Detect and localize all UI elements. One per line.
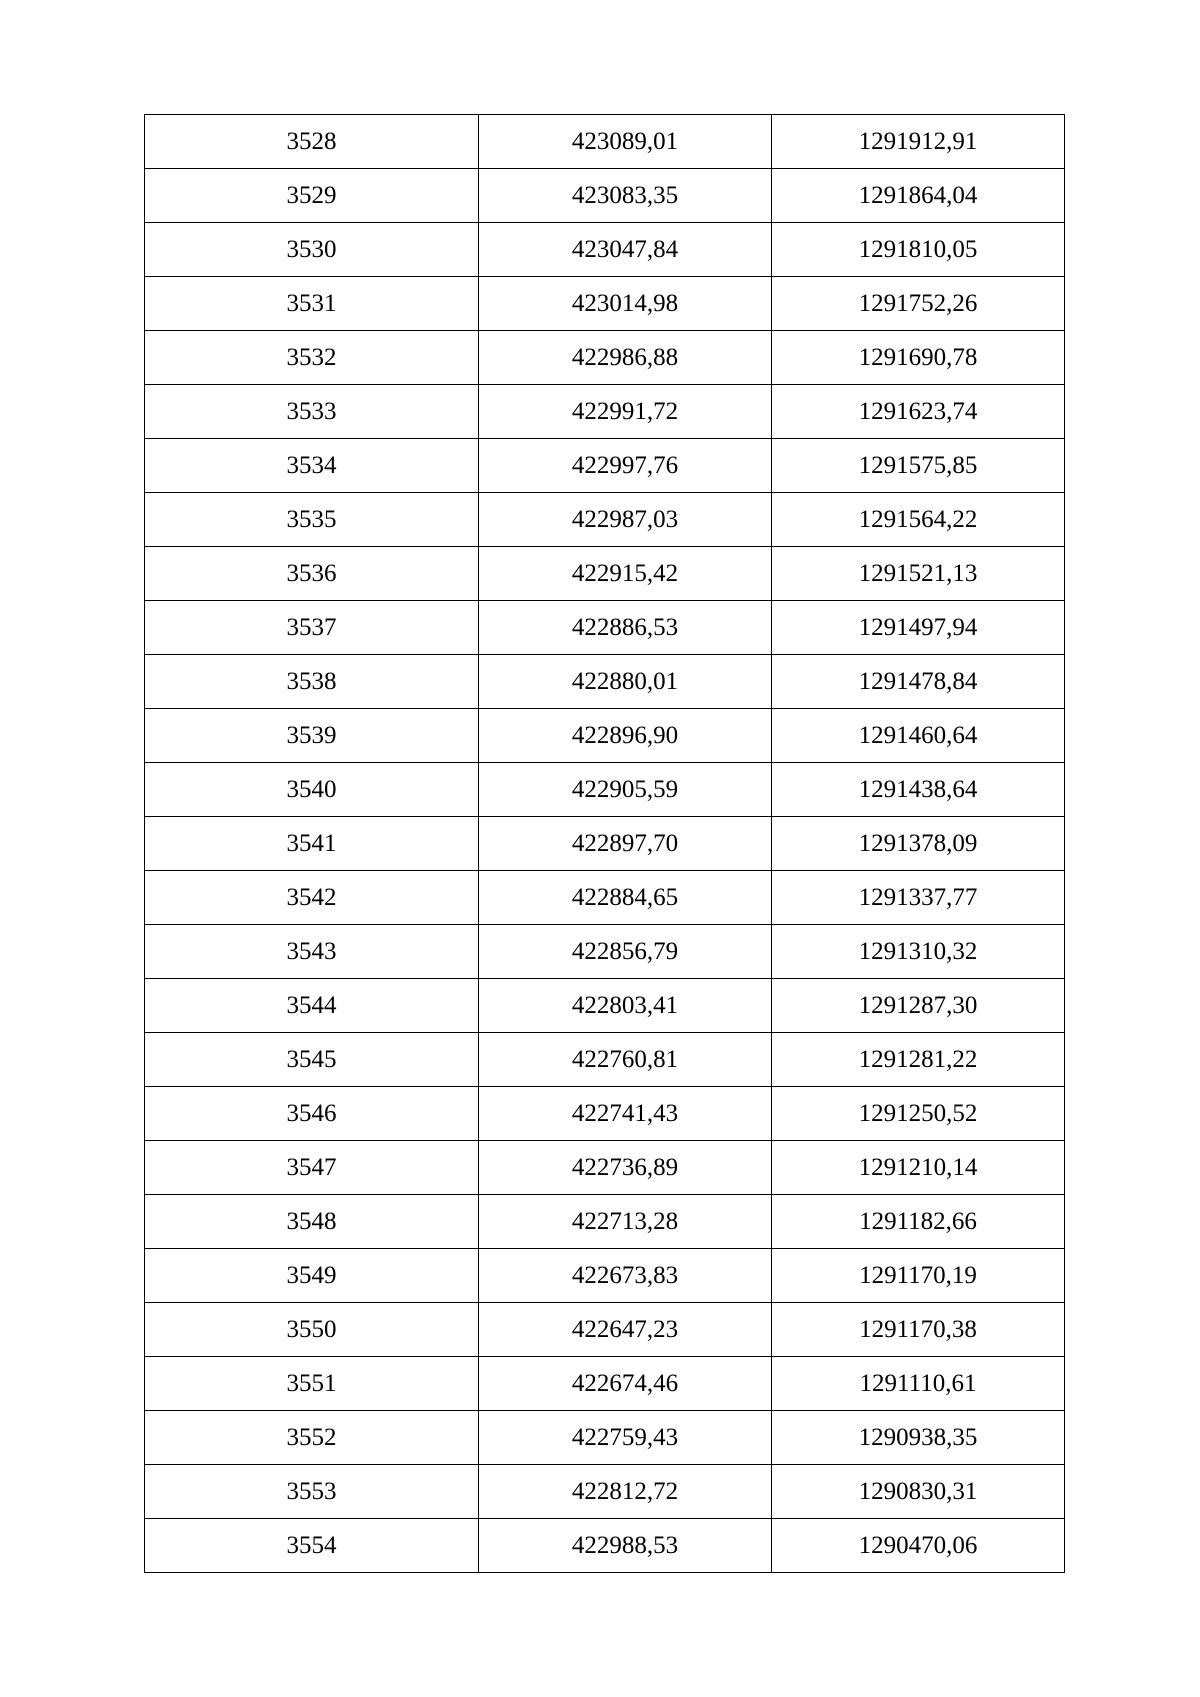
y-coordinate-cell: 1291337,77 [772,871,1065,925]
x-coordinate-cell: 422905,59 [479,763,772,817]
x-coordinate-cell: 422856,79 [479,925,772,979]
table-row [145,655,1065,709]
point-number-cell: 3533 [145,385,479,439]
table-row [145,763,1065,817]
point-number-cell: 3539 [145,709,479,763]
x-coordinate-cell: 422647,23 [479,1303,772,1357]
x-coordinate-cell: 423047,84 [479,223,772,277]
y-coordinate-cell: 1291170,19 [772,1249,1065,1303]
y-coordinate-cell: 1291864,04 [772,169,1065,223]
y-coordinate-cell: 1291752,26 [772,277,1065,331]
table-row [145,331,1065,385]
x-coordinate-cell: 423083,35 [479,169,772,223]
y-coordinate-cell: 1290830,31 [772,1465,1065,1519]
x-coordinate-cell: 423089,01 [479,115,772,169]
y-coordinate-cell: 1290938,35 [772,1411,1065,1465]
point-number-cell: 3540 [145,763,479,817]
point-number-cell: 3542 [145,871,479,925]
y-coordinate-cell: 1290470,06 [772,1519,1065,1573]
table-row [145,169,1065,223]
point-number-cell: 3552 [145,1411,479,1465]
x-coordinate-cell: 422760,81 [479,1033,772,1087]
table-row [145,439,1065,493]
x-coordinate-cell: 422897,70 [479,817,772,871]
point-number-cell: 3531 [145,277,479,331]
point-number-cell: 3551 [145,1357,479,1411]
y-coordinate-cell: 1291310,32 [772,925,1065,979]
point-number-cell: 3543 [145,925,479,979]
y-coordinate-cell: 1291690,78 [772,331,1065,385]
point-number-cell: 3553 [145,1465,479,1519]
y-coordinate-cell: 1291170,38 [772,1303,1065,1357]
y-coordinate-cell: 1291281,22 [772,1033,1065,1087]
x-coordinate-cell: 422713,28 [479,1195,772,1249]
point-number-cell: 3549 [145,1249,479,1303]
x-coordinate-cell: 422803,41 [479,979,772,1033]
table-row [145,979,1065,1033]
x-coordinate-cell: 422884,65 [479,871,772,925]
table-row [145,1303,1065,1357]
table-row [145,1249,1065,1303]
y-coordinate-cell: 1291438,64 [772,763,1065,817]
y-coordinate-cell: 1291810,05 [772,223,1065,277]
y-coordinate-cell: 1291564,22 [772,493,1065,547]
table-row [145,1465,1065,1519]
table-row [145,1195,1065,1249]
table-row [145,547,1065,601]
point-number-cell: 3529 [145,169,479,223]
point-number-cell: 3534 [145,439,479,493]
y-coordinate-cell: 1291521,13 [772,547,1065,601]
table-row [145,1087,1065,1141]
point-number-cell: 3554 [145,1519,479,1573]
y-coordinate-cell: 1291912,91 [772,115,1065,169]
point-number-cell: 3528 [145,115,479,169]
y-coordinate-cell: 1291250,52 [772,1087,1065,1141]
x-coordinate-cell: 422886,53 [479,601,772,655]
point-number-cell: 3535 [145,493,479,547]
point-number-cell: 3541 [145,817,479,871]
table-row [145,601,1065,655]
point-number-cell: 3548 [145,1195,479,1249]
y-coordinate-cell: 1291378,09 [772,817,1065,871]
table-row [145,817,1065,871]
x-coordinate-cell: 422997,76 [479,439,772,493]
table-row [145,1411,1065,1465]
table-row [145,115,1065,169]
y-coordinate-cell: 1291478,84 [772,655,1065,709]
y-coordinate-cell: 1291575,85 [772,439,1065,493]
y-coordinate-cell: 1291210,14 [772,1141,1065,1195]
y-coordinate-cell: 1291182,66 [772,1195,1065,1249]
point-number-cell: 3550 [145,1303,479,1357]
x-coordinate-cell: 422759,43 [479,1411,772,1465]
point-number-cell: 3547 [145,1141,479,1195]
x-coordinate-cell: 422986,88 [479,331,772,385]
y-coordinate-cell: 1291287,30 [772,979,1065,1033]
x-coordinate-cell: 422674,46 [479,1357,772,1411]
point-number-cell: 3530 [145,223,479,277]
coordinates-table [144,114,1065,1573]
table-row [145,1141,1065,1195]
y-coordinate-cell: 1291460,64 [772,709,1065,763]
x-coordinate-cell: 422880,01 [479,655,772,709]
x-coordinate-cell: 422987,03 [479,493,772,547]
table-row [145,1519,1065,1573]
table-row [145,277,1065,331]
x-coordinate-cell: 422673,83 [479,1249,772,1303]
x-coordinate-cell: 422736,89 [479,1141,772,1195]
x-coordinate-cell: 422812,72 [479,1465,772,1519]
point-number-cell: 3546 [145,1087,479,1141]
point-number-cell: 3536 [145,547,479,601]
x-coordinate-cell: 423014,98 [479,277,772,331]
point-number-cell: 3538 [145,655,479,709]
point-number-cell: 3532 [145,331,479,385]
y-coordinate-cell: 1291110,61 [772,1357,1065,1411]
table-row [145,925,1065,979]
x-coordinate-cell: 422991,72 [479,385,772,439]
table-row [145,1033,1065,1087]
table-row [145,493,1065,547]
table-row [145,1357,1065,1411]
x-coordinate-cell: 422741,43 [479,1087,772,1141]
x-coordinate-cell: 422896,90 [479,709,772,763]
point-number-cell: 3537 [145,601,479,655]
y-coordinate-cell: 1291623,74 [772,385,1065,439]
y-coordinate-cell: 1291497,94 [772,601,1065,655]
x-coordinate-cell: 422988,53 [479,1519,772,1573]
point-number-cell: 3544 [145,979,479,1033]
table-row [145,871,1065,925]
table-row [145,223,1065,277]
coordinates-table-body [145,115,1065,1573]
table-row [145,709,1065,763]
x-coordinate-cell: 422915,42 [479,547,772,601]
point-number-cell: 3545 [145,1033,479,1087]
table-row [145,385,1065,439]
